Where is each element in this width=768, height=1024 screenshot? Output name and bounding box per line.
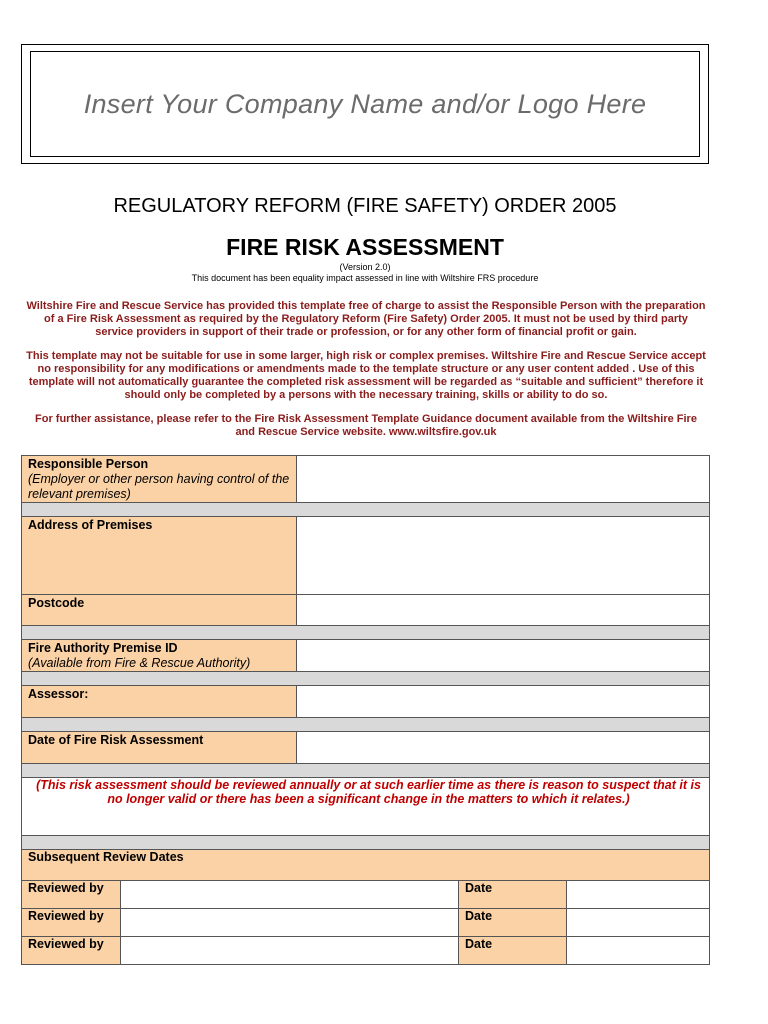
subsequent-review-heading: Subsequent Review Dates	[22, 850, 710, 881]
review-date-field[interactable]	[567, 909, 710, 937]
assistance-notice: For further assistance, please refer to the Fire Risk Assessment Template Guidance document available from the Wiltshire Fire and Rescue Service website. www.wiltsfire.gov.uk	[35, 413, 697, 438]
disclaimer-notice: This template may not be suitable for use in some larger, high risk or complex premises. Wiltshire Fire and Rescue Service accept no responsibility for any modifications or amendments made to the template structure or any user content added . Use of this template will not automatically guarantee the completed risk assessment will be regarded as “suitable and sufficient” therefore it should only be completed by a persons with the necessary training, skills or ability to do so.	[26, 350, 706, 401]
reviewed-by-field[interactable]	[121, 937, 459, 965]
postcode-field[interactable]	[297, 595, 710, 626]
responsible-person-label: Responsible Person (Employer or other person having control of the relevant premises)	[22, 456, 297, 503]
address-label: Address of Premises	[22, 517, 297, 595]
document-title: FIRE RISK ASSESSMENT	[226, 234, 504, 260]
address-field[interactable]	[297, 517, 710, 595]
assessor-label: Assessor:	[22, 686, 297, 718]
row-separator	[22, 672, 710, 686]
assessment-date-field[interactable]	[297, 732, 710, 764]
logo-placeholder-box[interactable]	[30, 51, 700, 157]
review-date-label: Date	[459, 909, 567, 937]
review-date-field[interactable]	[567, 881, 710, 909]
responsible-person-field[interactable]	[297, 456, 710, 503]
row-separator	[22, 626, 710, 640]
logo-placeholder-text: Insert Your Company Name and/or Logo Here	[83, 88, 647, 119]
premise-id-label: Fire Authority Premise ID (Available from Fire & Rescue Authority)	[22, 640, 297, 672]
reviewed-by-field[interactable]	[121, 881, 459, 909]
row-separator	[22, 503, 710, 517]
row-separator	[22, 764, 710, 778]
assessor-field[interactable]	[297, 686, 710, 718]
row-separator	[22, 718, 710, 732]
postcode-label: Postcode	[22, 595, 297, 626]
premise-id-hint: (Available from Fire & Rescue Authority)	[28, 656, 251, 670]
usage-notice: Wiltshire Fire and Rescue Service has provided this template free of charge to assist the Responsible Person with the preparation of a Fire Risk Assessment as required by the Regulatory Reform (Fire Safety) Order 2005. It must not be used by third party service providers in support of their trade or profession, or for any other form of financial profit or gain.	[26, 300, 706, 338]
assessment-date-label: Date of Fire Risk Assessment	[22, 732, 297, 764]
row-separator	[22, 836, 710, 850]
equality-statement: This document has been equality impact assessed in line with Wiltshire FRS procedure	[191, 273, 539, 283]
reviewed-by-field[interactable]	[121, 909, 459, 937]
premises-details-form	[21, 455, 710, 965]
reviewed-by-label: Reviewed by	[22, 937, 121, 965]
premise-id-field[interactable]	[297, 640, 710, 672]
responsible-person-hint: (Employer or other person having control of the relevant premises)	[28, 472, 290, 501]
review-date-label: Date	[459, 937, 567, 965]
review-date-field[interactable]	[567, 937, 710, 965]
reviewed-by-label: Reviewed by	[22, 881, 121, 909]
reviewed-by-label: Reviewed by	[22, 909, 121, 937]
logo-frame	[21, 44, 709, 164]
version-text: (Version 2.0)	[339, 262, 391, 272]
review-requirement-note: (This risk assessment should be reviewed annually or at such earlier time as there is reason to suspect that it is no longer valid or there has been a significant change in the matters to which it relates.)	[22, 778, 710, 836]
regulation-title: REGULATORY REFORM (FIRE SAFETY) ORDER 2005	[113, 195, 617, 217]
review-date-label: Date	[459, 881, 567, 909]
